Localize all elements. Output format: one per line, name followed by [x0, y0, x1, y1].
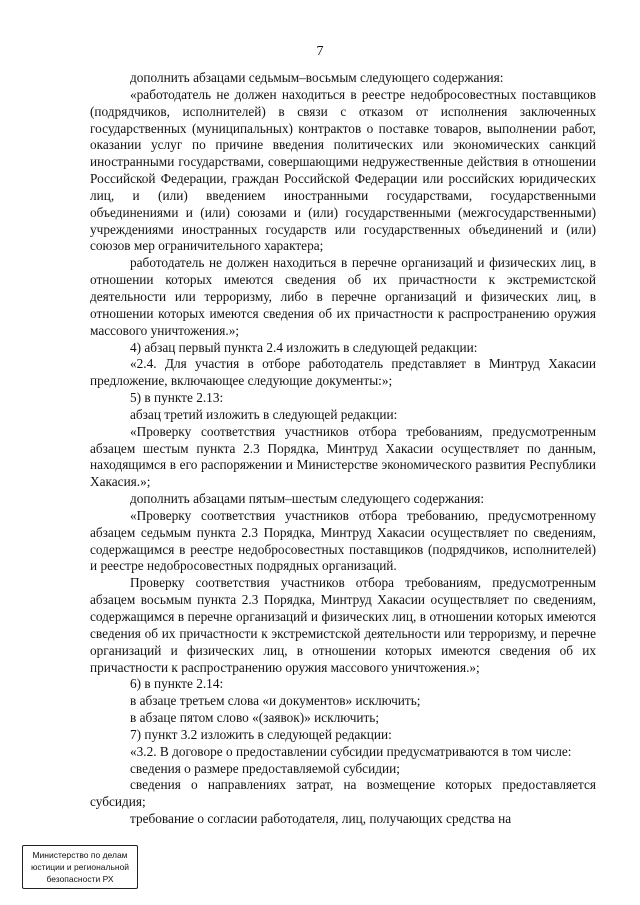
paragraph: в абзаце третьем слова «и документов» исключить;	[130, 693, 421, 709]
paragraph: «Проверку соответствия участников отбора требованию, предусмотренному абзацем седьмым пункта 2.3 Порядка, Минтруд Хакасии осуществляет по сведениям, содержащимся в реестре недобросовестных поставщиков (подрядчиков, исполнителей) и реестре недобросовестных подрядных организаций.	[90, 507, 596, 574]
ministry-stamp	[22, 845, 138, 889]
page-number: 7	[316, 44, 324, 59]
paragraph: дополнить абзацами седьмым–восьмым следующего содержания:	[130, 70, 504, 85]
paragraph: «Проверку соответствия участников отбора требованиям, предусмотренным абзацем шестым пункта 2.3 Порядка, Минтруд Хакасии осуществляет по данным, находящимся в его распоряжении и Министерстве экономического развития Республики Хакасия.»;	[90, 423, 596, 490]
paragraph: сведения о размере предоставляемой субсидии;	[130, 760, 400, 776]
paragraph: «2.4. Для участия в отборе работодатель представляет в Минтруд Хакасии предложение, включающее следующие документы:»;	[90, 356, 596, 389]
paragraph: Проверку соответствия участников отбора требованиям, предусмотренным абзацем восьмым пункта 2.3 Порядка, Минтруд Хакасии осуществляет по сведениям, содержащимся в перечне организаций и физических лиц, в отношении которых имеются сведения об их причастности к экстремистской деятельности или терроризму, и перечне организаций и физических лиц, в отношении которых имеются сведения об их причастности к распространению оружия массового уничтожения.»;	[90, 575, 596, 675]
paragraph: 7) пункт 3.2 изложить в следующей редакции:	[130, 726, 392, 742]
paragraph: 5) в пункте 2.13:	[130, 390, 224, 406]
paragraph: сведения о направлениях затрат, на возмещение которых предоставляется субсидия;	[90, 777, 596, 810]
paragraph: абзац третий изложить в следующей редакции:	[130, 406, 398, 422]
stamp-line: Министерство по делам	[32, 850, 128, 860]
paragraph: работодатель не должен находиться в перечне организаций и физических лиц, в отношении которых имеются сведения об их причастности к экстремистской деятельности или терроризму, либо в перечне организаций и физических лиц, в отношении которых имеются сведения об их причастности к распространению оружия массового уничтожения.»;	[90, 255, 596, 338]
stamp-line: юстиции и региональной	[30, 862, 130, 872]
paragraph: требование о согласии работодателя, лиц, получающих средства на	[130, 811, 512, 827]
paragraph: дополнить абзацами пятым–шестым следующего содержания:	[130, 491, 485, 507]
paragraph: в абзаце пятом слово «(заявок)» исключить;	[130, 710, 380, 726]
paragraph: 6) в пункте 2.14:	[130, 676, 224, 692]
paragraph: «работодатель не должен находиться в реестре недобросовестных поставщиков (подрядчиков, исполнителей) в связи с отказом от исполнения заключенных государственных (муниципальных) контрактов о поставке товаров, выполнении работ, оказании услуг по причине введения политических или экономических санкций иностранными государствами, совершающими недружественные действия в отношении Российской Федерации, граждан Российской Федерации или российских юридических лиц, и (или) введением иностранными государствами, государственными объединениями и (или) союзами и (или) государственными (межгосударственными) учреждениями иностранных государств или государственных объединений и (или) союзов мер ограничительного характера;	[90, 86, 596, 254]
document-body	[90, 70, 596, 828]
paragraph: 4) абзац первый пункта 2.4 изложить в следующей редакции:	[130, 339, 478, 355]
stamp-line: безопасности РХ	[46, 874, 114, 884]
paragraph: «3.2. В договоре о предоставлении субсидии предусматриваются в том числе:	[130, 743, 572, 759]
